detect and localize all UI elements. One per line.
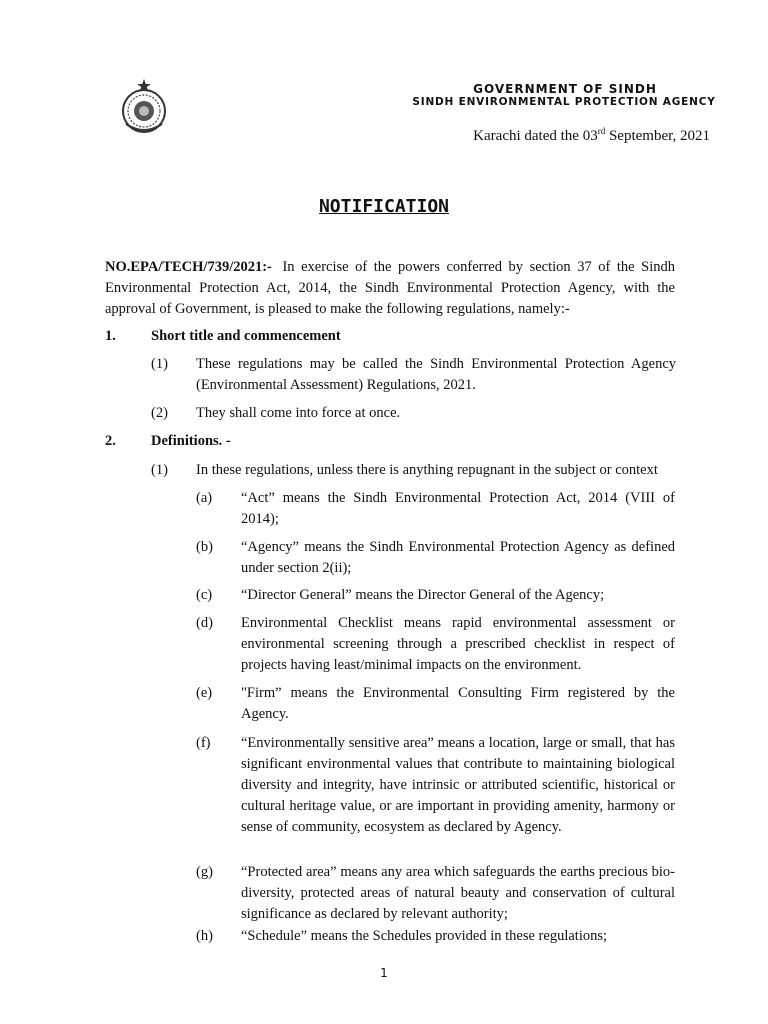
intro-paragraph bbox=[105, 257, 675, 320]
section-1-heading: Short title and commencement bbox=[151, 328, 341, 344]
government-heading: GOVERNMENT OF SINDH bbox=[473, 82, 657, 96]
clause-1-2-text: They shall come into force at once. bbox=[196, 405, 401, 421]
sindh-government-seal-icon bbox=[116, 78, 172, 134]
definition-b-label: (b) bbox=[196, 539, 213, 555]
definition-d-text: Environmental Checklist means rapid environmental assessment or environmental screening through a prescribed checklist in respect of projects having least/minimal impacts on the environment. bbox=[241, 615, 675, 673]
clause-1-1-number: (1) bbox=[151, 356, 168, 372]
definition-f-text: “Environmentally sensitive area” means a location, large or small, that has significant environmental values that contribute to maintaining biological diversity and integrity, have intrinsic or attributed scientific, historical or cultural heritage value, or are important in providing amenity, harmony or sense of community, ecosystem as declared by Agency. bbox=[241, 735, 675, 835]
clause-2-1-text: In these regulations, unless there is anything repugnant in the subject or context bbox=[196, 462, 658, 478]
section-1-number: 1. bbox=[105, 328, 116, 344]
definition-h-text: “Schedule” means the Schedules provided in these regulations; bbox=[241, 928, 608, 944]
intro-text: In exercise of the powers conferred by section 37 of the Sindh Environmental Protection Act, 2014, the Sindh Environmental Protection Agency, with the approval of Government, is pleased to make the following regulations, namely:- bbox=[105, 259, 676, 317]
definition-g-label: (g) bbox=[196, 864, 213, 880]
definition-e-text: "Firm” means the Environmental Consulting Firm registered by the Agency. bbox=[241, 685, 675, 722]
definition-e-label: (e) bbox=[196, 685, 213, 701]
clause-1-1-text: These regulations may be called the Sindh Environmental Protection Agency (Environmental Assessment) Regulations, 2021. bbox=[196, 356, 676, 393]
clause-1-2-number: (2) bbox=[151, 405, 168, 421]
definition-g-text: “Protected area” means any area which safeguards the earths precious bio-diversity, protected areas of natural beauty and conservation of cultural significance as declared by relevant authority; bbox=[241, 864, 675, 922]
date-prefix: Karachi dated the 03 bbox=[473, 128, 598, 144]
definition-f-label: (f) bbox=[196, 735, 211, 751]
definition-c-text: “Director General” means the Director General of the Agency; bbox=[241, 587, 605, 603]
notification-title: NOTIFICATION bbox=[318, 196, 450, 217]
notification-reference: NO.EPA/TECH/739/2021:- bbox=[105, 259, 272, 275]
definition-b-text: “Agency” means the Sindh Environmental Protection Agency as defined under section 2(ii); bbox=[241, 539, 675, 576]
definition-a-label: (a) bbox=[196, 490, 213, 506]
clause-2-1-number: (1) bbox=[151, 462, 168, 478]
definition-c-label: (c) bbox=[196, 587, 213, 603]
date-suffix: September, 2021 bbox=[605, 128, 710, 144]
page-number: 1 bbox=[380, 966, 388, 980]
section-2-number: 2. bbox=[105, 433, 116, 449]
definition-d-label: (d) bbox=[196, 615, 213, 631]
date-ordinal: rd bbox=[597, 126, 606, 136]
definition-h-label: (h) bbox=[196, 928, 213, 944]
definition-a-text: “Act” means the Sindh Environmental Protection Act, 2014 (VIII of 2014); bbox=[241, 490, 675, 527]
section-2-heading: Definitions. - bbox=[151, 433, 231, 449]
agency-heading: SINDH ENVIRONMENTAL PROTECTION AGENCY bbox=[412, 96, 716, 108]
date-line bbox=[473, 126, 710, 145]
